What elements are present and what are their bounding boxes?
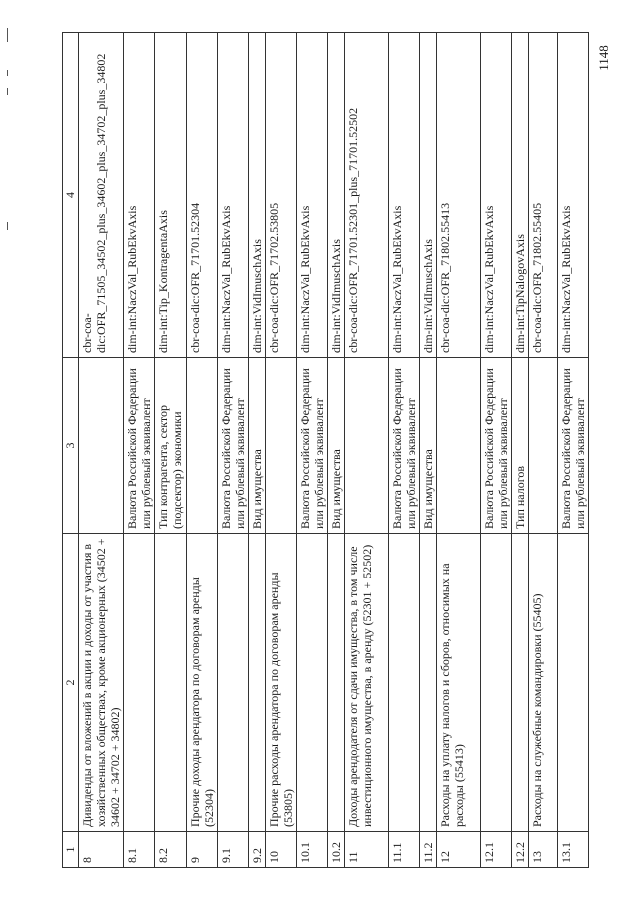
- dimension-cell: [345, 358, 389, 534]
- indicator-name-cell: [389, 534, 420, 832]
- table-row: [249, 33, 266, 868]
- row-number-cell: 12: [437, 832, 481, 868]
- dimension-cell: Валюта Российской Федерации или рублевый эквивалент: [389, 358, 420, 534]
- table-row: [79, 33, 124, 868]
- indicator-name-cell: [512, 534, 529, 832]
- row-number-cell: 8: [79, 832, 124, 868]
- dimension-cell: Вид имущества: [328, 358, 345, 534]
- row-number-cell: 10: [266, 832, 297, 868]
- member-cell: dim-int:VidImuschAxis: [420, 33, 437, 358]
- indicator-name-cell: Расходы на уплату налогов и сборов, относимых на расходы (55413): [437, 534, 481, 832]
- row-number-cell: 9.2: [249, 832, 266, 868]
- dimension-cell: [266, 358, 297, 534]
- binding-mark: [7, 222, 8, 230]
- dimension-cell: Вид имущества: [420, 358, 437, 534]
- table-row: [187, 33, 218, 868]
- row-number-cell: 13.1: [558, 832, 589, 868]
- member-cell: cbr-coa-dic:OFR_71802.55405: [529, 33, 558, 358]
- dimension-cell: [187, 358, 218, 534]
- row-number-cell: 10.2: [328, 832, 345, 868]
- member-cell: dim-int:NaczVal_RubEkvAxis: [124, 33, 155, 358]
- table-row: [389, 33, 420, 868]
- table-row: [512, 33, 529, 868]
- row-number-cell: 13: [529, 832, 558, 868]
- indicator-name-cell: [249, 534, 266, 832]
- binding-mark: [7, 28, 8, 42]
- member-cell: dim-int:TipNalogovAxis: [512, 33, 529, 358]
- row-number-cell: 9: [187, 832, 218, 868]
- indicator-name-cell: [420, 534, 437, 832]
- indicator-name-cell: Доходы арендодателя от сдачи имущества, в том числе инвестиционного имущества, в аренду (52301 + 52502): [345, 534, 389, 832]
- row-number-cell: 12.2: [512, 832, 529, 868]
- binding-mark: [7, 88, 8, 95]
- table-row: [420, 33, 437, 868]
- dimension-cell: Вид имущества: [249, 358, 266, 534]
- table-row: [345, 33, 389, 868]
- binding-mark: [7, 70, 8, 76]
- indicator-name-cell: [218, 534, 249, 832]
- header-cell: 2: [63, 534, 79, 832]
- dimension-cell: [437, 358, 481, 534]
- table-header: [63, 33, 79, 868]
- data-table: [62, 32, 589, 868]
- table-row: [558, 33, 589, 868]
- table-row: [124, 33, 155, 868]
- member-cell: cbr-coa-dic:OFR_71701.52304: [187, 33, 218, 358]
- row-number-cell: 11: [345, 832, 389, 868]
- member-cell: dim-int:NaczVal_RubEkvAxis: [558, 33, 589, 358]
- row-number-cell: 8.1: [124, 832, 155, 868]
- table-row: [266, 33, 297, 868]
- indicator-name-cell: Прочие расходы арендатора по договорам аренды (53805): [266, 534, 297, 832]
- indicator-name-cell: [481, 534, 512, 832]
- member-cell: dim-int:NaczVal_RubEkvAxis: [297, 33, 328, 358]
- dimension-cell: [79, 358, 124, 534]
- dimension-cell: Тип налогов: [512, 358, 529, 534]
- dimension-cell: Валюта Российской Федерации или рублевый эквивалент: [218, 358, 249, 534]
- member-cell: dim-int:NaczVal_RubEkvAxis: [389, 33, 420, 358]
- dimension-cell: Валюта Российской Федерации или рублевый эквивалент: [124, 358, 155, 534]
- header-cell: 3: [63, 358, 79, 534]
- table-row: [481, 33, 512, 868]
- table-row: [328, 33, 345, 868]
- indicator-name-cell: Дивиденды от вложений в акции и доходы от участия в хозяйственных обществах, кроме акционерных (34502 + 34602 + 34702 + 34802): [79, 534, 124, 832]
- row-number-cell: 8.2: [155, 832, 187, 868]
- row-number-cell: 11.2: [420, 832, 437, 868]
- table-row: [218, 33, 249, 868]
- table-body: [79, 33, 589, 868]
- member-cell: cbr-coa-dic:OFR_71702.53805: [266, 33, 297, 358]
- dimension-cell: [529, 358, 558, 534]
- header-cell: 1: [63, 832, 79, 868]
- header-row: [63, 33, 79, 868]
- header-cell: 4: [63, 33, 79, 358]
- member-cell: dim-int:VidImuschAxis: [249, 33, 266, 358]
- member-cell: dim-int:VidImuschAxis: [328, 33, 345, 358]
- indicator-name-cell: [558, 534, 589, 832]
- table-row: [155, 33, 187, 868]
- indicator-name-cell: [328, 534, 345, 832]
- row-number-cell: 12.1: [481, 832, 512, 868]
- indicator-name-cell: Расходы на служебные командировки (55405): [529, 534, 558, 832]
- rotated-table-container: [62, 33, 587, 868]
- indicator-name-cell: Прочие доходы арендатора по договорам аренды (52304): [187, 534, 218, 832]
- row-number-cell: 9.1: [218, 832, 249, 868]
- dimension-cell: Валюта Российской Федерации или рублевый эквивалент: [297, 358, 328, 534]
- table-row: [529, 33, 558, 868]
- dimension-cell: Валюта Российской Федерации или рублевый эквивалент: [481, 358, 512, 534]
- table-row: [437, 33, 481, 868]
- member-cell: cbr-coa-dic:OFR_71505_34502_plus_34602_plus_34702_plus_34802: [79, 33, 124, 358]
- member-cell: dim-int:NaczVal_RubEkvAxis: [218, 33, 249, 358]
- member-cell: dim-int:Tip_KontragentaAxis: [155, 33, 187, 358]
- member-cell: cbr-coa-dic:OFR_71802.55413: [437, 33, 481, 358]
- indicator-name-cell: [155, 534, 187, 832]
- indicator-name-cell: [297, 534, 328, 832]
- page-number: 1148: [596, 45, 611, 71]
- dimension-cell: Валюта Российской Федерации или рублевый эквивалент: [558, 358, 589, 534]
- dimension-cell: Тип контрагента, сектор (подсектор) экономики: [155, 358, 187, 534]
- table-row: [297, 33, 328, 868]
- row-number-cell: 10.1: [297, 832, 328, 868]
- row-number-cell: 11.1: [389, 832, 420, 868]
- indicator-name-cell: [124, 534, 155, 832]
- member-cell: cbr-coa-dic:OFR_71701.52301_plus_71701.52502: [345, 33, 389, 358]
- member-cell: dim-int:NaczVal_RubEkvAxis: [481, 33, 512, 358]
